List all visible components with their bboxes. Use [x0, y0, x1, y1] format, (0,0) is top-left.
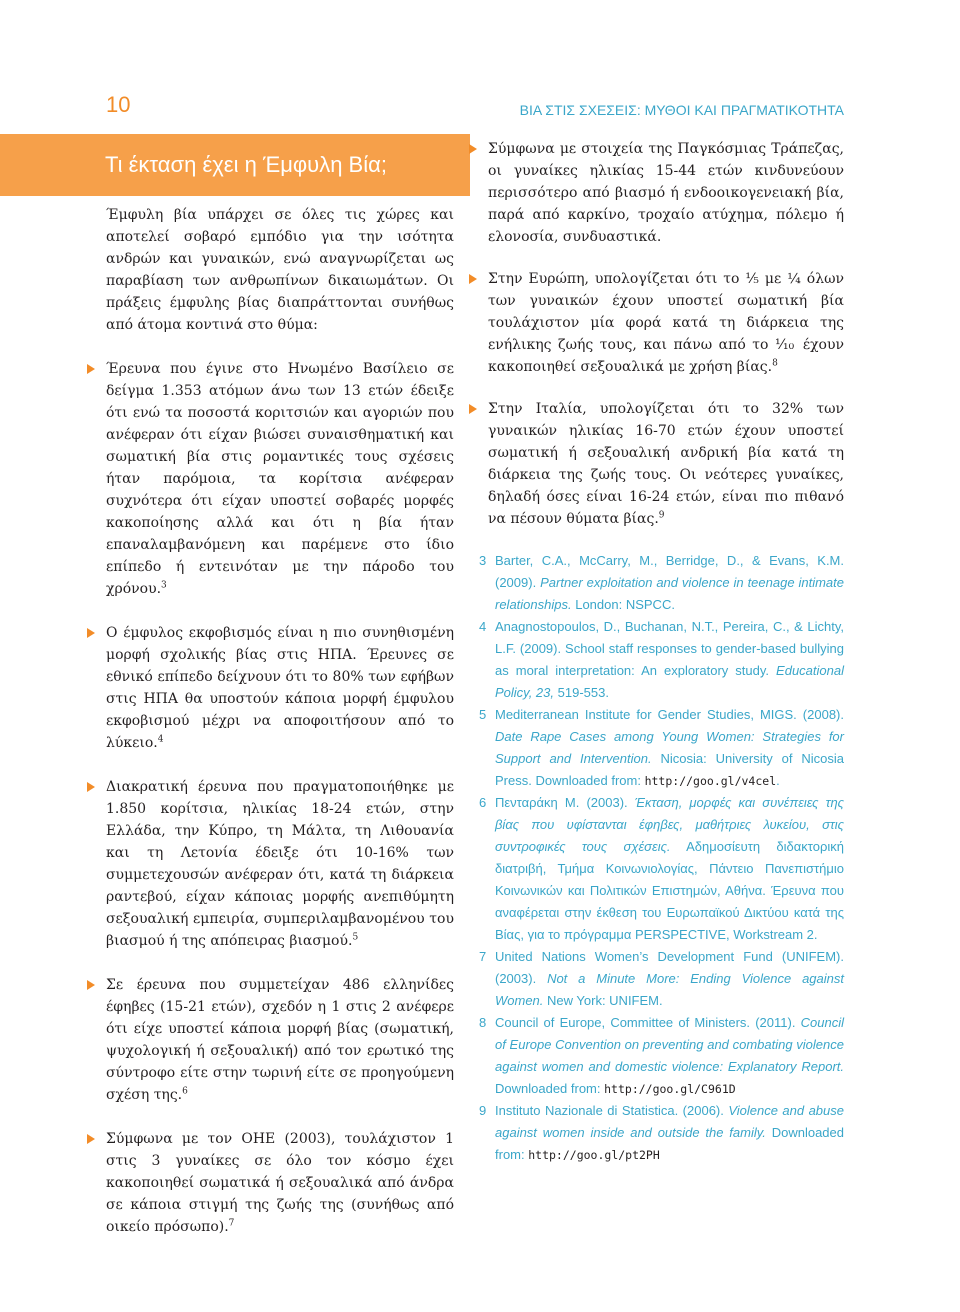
arrow-bullet-icon	[87, 1134, 95, 1144]
left-column	[84, 204, 454, 1238]
bullet-item	[84, 776, 454, 952]
bullet-text: Σύμφωνα με στοιχεία της Παγκόσμιας Τράπεζας, οι γυναίκες ηλικίας 15-44 ετών κινδυνεύουν περισσότερο από βιασμό ή ενδοοικογενειακή βία, παρά από καρκίνο, τροχαίο ατύχημα, πόλεμο ή ελονοσία, συνδυαστικά.	[488, 141, 844, 245]
references-list	[466, 550, 844, 1166]
reference-text: Mediterranean Institute for Gender Studies, MIGS. (2008).	[495, 707, 844, 722]
reference-item	[466, 704, 844, 792]
bullet-text: Έρευνα που έγινε στο Ηνωμένο Βασίλειο σε δείγμα 1.353 ατόμων άνω των 13 ετών έδειξε ότι ενώ τα ποσοστά κοριτσιών και αγοριών που ανέφεραν ότι είχαν βιώσει συναισθηματική και σωματική βία στις ρομαντικές τους σχέσεις ήταν παρόμοια, τα κορίτσια ανέφεραν συχνότερα ότι είχαν υποστεί σοβαρές μορφές κακοποίησης αλλά και ότι η βία ήταν επαναλαμβανόμενη και παρέμενε στο ίδιο επίπεδο ή εντεινόταν με την πάροδο του χρόνου.	[106, 361, 454, 597]
bullet-text: Σύμφωνα με τον ΟΗΕ (2003), τουλάχιστον 1 στις 3 γυναίκες σε όλο τον κόσμο έχει κακοποιηθεί σωματικά ή σεξουαλικά από άνδρα σε κάποια στιγμή της ζωής της (συνήθως από οικείο πρόσωπο).	[106, 1131, 454, 1235]
bullet-item	[466, 398, 844, 530]
reference-number: 9	[479, 1103, 487, 1118]
footnote-ref: 5	[352, 932, 359, 943]
footnote-ref: 9	[658, 510, 665, 521]
reference-item	[466, 1012, 844, 1100]
reference-text: London: NSPCC.	[571, 597, 675, 612]
bullet-item	[84, 1128, 454, 1238]
reference-text: Council of Europe, Committee of Ministers. (2011).	[495, 1015, 801, 1030]
reference-title: Not a Minute More: Ending Violence against Women.	[495, 971, 844, 1008]
intro-paragraph: Έμφυλη βία υπάρχει σε όλες τις χώρες και αποτελεί σοβαρό εμπόδιο για την ισότητα ανδρών και γυναικών, ενώ αναγνωρίζεται ως παραβίαση των ανθρωπίνων δικαιωμάτων. Οι πράξεις έμφυλης βίας διαπράττονται συνήθως από άτομα κοντινά στο θύμα:	[106, 207, 454, 333]
section-title-band	[0, 134, 470, 196]
reference-item	[466, 616, 844, 704]
reference-text: Barter, C.A., McCarry, M., Berridge, D., & Evans, K.M. (2009).	[495, 553, 844, 590]
reference-title: Violence and abuse against women inside and outside the family.	[495, 1103, 844, 1140]
reference-link[interactable]: http://goo.gl/v4cel	[644, 774, 777, 788]
bullet-item	[466, 268, 844, 378]
right-column	[466, 138, 844, 1166]
arrow-bullet-icon	[469, 404, 477, 414]
arrow-bullet-icon	[87, 628, 95, 638]
arrow-bullet-icon	[87, 980, 95, 990]
reference-link[interactable]: http://goo.gl/pt2PH	[528, 1148, 660, 1162]
reference-item	[466, 792, 844, 946]
reference-number: 4	[479, 619, 487, 634]
reference-text: Αδημοσίευτη διδακτορική διατριβή, Τμήμα Κοινωνιολογίας, Πάντειο Πανεπιστήμιο Κοινωνικών και Πολιτικών Επιστημών, Αθήνα. Έρευνα που αναφέρεται στην έκθεση του Ευρωπαϊκού Δικτύου κατά της Βίας, για το πρόγραμμα PERSPECTIVE, Workstream 2.	[495, 839, 844, 942]
bullet-item	[466, 138, 844, 248]
reference-title: Educational Policy, 23,	[495, 663, 844, 700]
page-number: 10	[106, 92, 131, 117]
footnote-ref: 6	[182, 1086, 188, 1097]
reference-number: 3	[479, 553, 487, 568]
reference-item	[466, 946, 844, 1012]
reference-text: Downloaded from:	[495, 1081, 605, 1096]
bullet-item	[84, 974, 454, 1106]
reference-item	[466, 550, 844, 616]
reference-link[interactable]: http://goo.gl/C961D	[604, 1082, 736, 1096]
bullet-text: Ο έμφυλος εκφοβισμός είναι η πιο συνηθισμένη μορφή σχολικής βίας στις ΗΠΑ. Έρευνες σε εθνικό επίπεδο δείχνουν ότι το 80% των εφήβων στις ΗΠΑ θα υποστούν κάποια μορφή έμφυλου εκφοβισμού μέχρι να αποφοιτήσουν από το λύκειο.	[106, 625, 454, 751]
reference-item	[466, 1100, 844, 1166]
reference-title: Council of Europe Convention on preventing and combating violence against women and domestic violence: Explanatory Report.	[495, 1015, 844, 1074]
reference-title: Date Rape Cases among Young Women: Strategies for Support and Intervention.	[495, 729, 844, 766]
section-title: Τι έκταση έχει η Έμφυλη Βία;	[105, 152, 387, 177]
reference-text: Nicosia: University of Nicosia Press. Downloaded from:	[495, 751, 844, 788]
arrow-bullet-icon	[469, 274, 477, 284]
bullet-item	[84, 622, 454, 754]
reference-number: 7	[479, 949, 487, 964]
reference-title: Έκταση, μορφές και συνέπειες της βίας που υφίστανται έφηβες, μαθήτριες λυκείου, στις συντροφικές τους σχέσεις.	[495, 795, 844, 854]
running-head: ΒΙΑ ΣΤΙΣ ΣΧΕΣΕΙΣ: ΜΥΘΟΙ ΚΑΙ ΠΡΑΓΜΑΤΙΚΟΤΗΤΑ	[519, 102, 844, 118]
reference-number: 5	[479, 707, 487, 722]
reference-number: 8	[479, 1015, 487, 1030]
reference-text: Anagnostopoulos, D., Buchanan, N.T., Pereira, C., & Lichty, L.F. (2009). School staff responses to gender-based bullying as moral interpretation: An exploratory study.	[495, 619, 844, 678]
reference-title: Partner exploitation and violence in teenage intimate relationships.	[495, 575, 844, 612]
reference-text: Instituto Nazionale di Statistica. (2006).	[495, 1103, 729, 1118]
reference-number: 6	[479, 795, 487, 810]
footnote-ref: 7	[228, 1218, 235, 1229]
reference-text: Πενταράκη Μ. (2003).	[495, 795, 635, 810]
bullet-text: Διακρατική έρευνα που πραγματοποιήθηκε με 1.850 κορίτσια, ηλικίας 18-24 ετών, στην Ελλάδα, την Κύπρο, τη Μάλτα, τη Λιθουανία και τη Λετονία έδειξε ότι 10-16% των συμμετεχουσών ανέφεραν ότι, κατά τη διάρκεια ραντεβού, είχαν κάποιας μορφής ανεπιθύμητη σεξουαλική εμπειρία, συμπεριλαμβανομένου του βιασμού ή της απόπειρας βιασμού.	[106, 779, 454, 949]
bullet-text: Στην Ιταλία, υπολογίζεται ότι το 32% των γυναικών ηλικίας 16-70 ετών έχουν υποστεί σωματική ή σεξουαλική ανδρική βία κατά τη διάρκεια της ζωής τους. Οι νεότερες γυναίκες, δηλαδή όσες είναι 16-24 ετών, είναι πιο πιθανό να πέσουν θύματα βίας.	[488, 401, 844, 527]
bullet-text: Σε έρευνα που συμμετείχαν 486 ελληνίδες έφηβες (15-21 ετών), σχεδόν η 1 στις 2 ανέφερε ότι είχε υποστεί κάποια μορφή βίας (σωματική, ψυχολογική ή σεξουαλική) από τον ερωτικό της σύντροφο είτε στην τωρινή είτε σε προηγούμενη σχέση της.	[106, 977, 454, 1103]
reference-period: .	[776, 773, 780, 788]
reference-text: New York: UNIFEM.	[543, 993, 663, 1008]
bullet-item	[84, 358, 454, 600]
footnote-ref: 4	[157, 734, 164, 745]
reference-text: 519-553.	[554, 685, 609, 700]
footnote-ref: 8	[772, 358, 778, 369]
footnote-ref: 3	[161, 580, 167, 591]
bullet-text: Στην Ευρώπη, υπολογίζεται ότι το ⅕ με ¼ όλων των γυναικών έχουν υποστεί σωματική βία τουλάχιστον μία φορά κατά τη διάρκεια της ενήλικης ζωής τους, και πάνω από το ⅒ έχουν κακοποιηθεί σεξουαλικά με χρήση βίας.	[488, 271, 844, 375]
reference-text: United Nations Women’s Development Fund (UNIFEM). (2003).	[495, 949, 844, 986]
arrow-bullet-icon	[469, 144, 477, 154]
reference-text: Downloaded from:	[495, 1125, 844, 1162]
arrow-bullet-icon	[87, 364, 95, 374]
arrow-bullet-icon	[87, 782, 95, 792]
